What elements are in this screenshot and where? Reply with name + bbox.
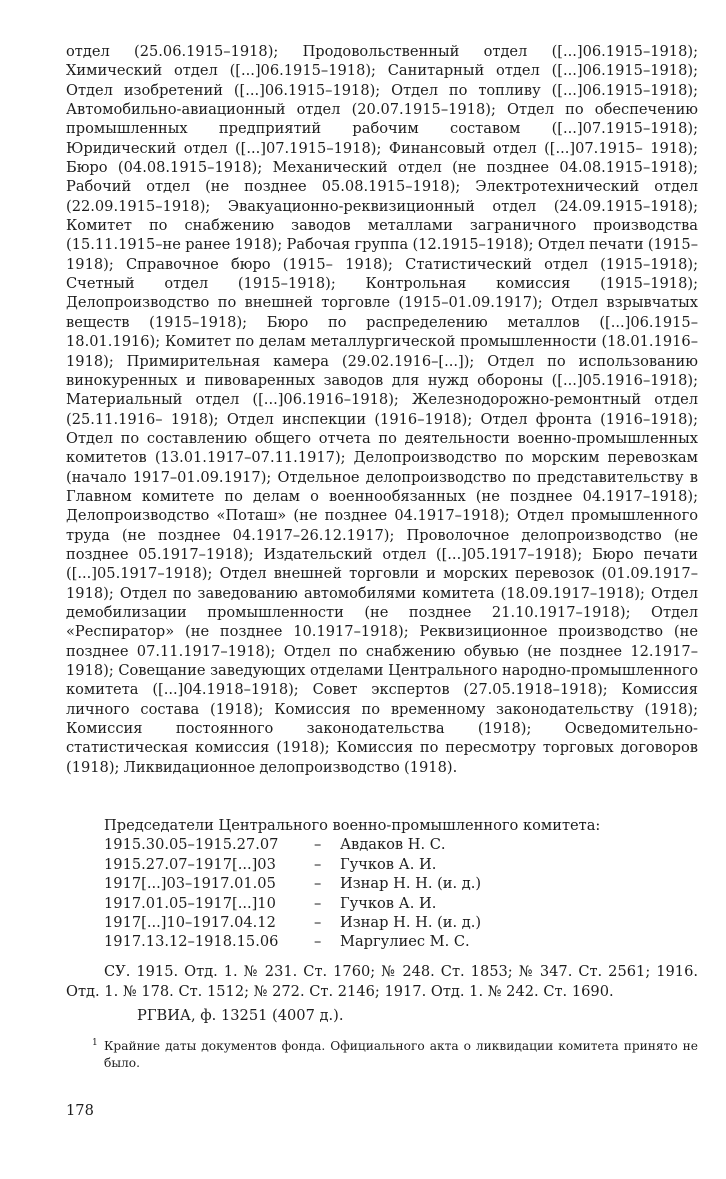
footnote-text: Крайние даты документов фонда. Официального акта о ликвидации комитета принято не было.: [104, 1039, 698, 1070]
chairman-row: [104, 855, 600, 874]
chairman-dash: –: [314, 836, 322, 854]
chairman-dash: –: [314, 894, 322, 912]
chairman-name: Маргулиес М. С.: [340, 933, 470, 951]
chairman-name: Изнар Н. Н. (и. д.): [340, 914, 482, 932]
chairman-name: Гучков А. И.: [340, 894, 437, 912]
chairman-dash: –: [314, 855, 322, 873]
chairmen-list: [104, 816, 600, 952]
body-paragraph: отдел (25.06.1915–1918); Продовольственный отдел ([...]06.1915–1918); Химический отдел ([...]06.1915–1918); Санитарный отдел ([...]06.1915–1918); Отдел изобретений ([...]06.1915–1918); Отдел по топливу ([...]06.1915–1918); Автомобильно-авиационный отдел (20.07.1915–1918); Отдел по обеспечению промышленных предприятий рабочим составом ([...]07.1915–1918); Юридический отдел ([...]07.1915–1918); Финансовый отдел ([...]07.1915– 1918); Бюро (04.08.1915–1918); Механический отдел (не позднее 04.08.1915–1918); Рабочий отдел (не позднее 05.08.1915–1918); Электротехнический отдел (22.09.1915–1918); Эвакуационно-реквизиционный отдел (24.09.1915–1918); Комитет по снабжению заводов металлами заграничного производства (15.11.1915–не ранее 1918); Рабочая группа (12.1915–1918); Отдел печати (1915–1918); Справочное бюро (1915– 1918); Статистический отдел (1915–1918); Счетный отдел (1915–1918); Контрольная комиссия (1915–1918); Делопроизводство по внешней торговле (1915–01.09.1917); Отдел взрывчатых веществ (1915–1918); Бюро по распределению металлов ([...]06.1915–18.01.1916); Комитет по делам металлургической промышленности (18.01.1916–1918); Примирительная камера (29.02.1916–[...]); Отдел по использованию винокуренных и пивоваренных заводов для нужд обороны ([...]05.1916–1918); Материальный отдел ([...]06.1916–1918); Железнодорожно-ремонтный отдел (25.11.1916– 1918); Отдел инспекции (1916–1918); Отдел фронта (1916–1918); Отдел по составлению общего отчета по деятельности военно-промышленных комитетов (13.01.1917–07.11.1917); Делопроизводство по морским перевозкам (начало 1917–01.09.1917); Отдельное делопроизводство по представительству в Главном комитете по делам о военнообязанных (не позднее 04.1917–1918); Делопроизводство «Поташ» (не позднее 04.1917–1918); Отдел промышленного труда (не позднее 04.1917–26.12.1917); Проволочное делопроизводство (не позднее 05.1917–1918); Издательский отдел ([...]05.1917–1918); Бюро печати ([...]05.1917–1918); Отдел внешней торговли и морских перевозок (01.09.1917–1918); Отдел по заведованию автомобилями комитета (18.09.1917–1918); Отдел демобилизации промышленности (не позднее 21.10.1917–1918); Отдел «Респиратор» (не позднее 10.1917–1918); Реквизиционное производство (не позднее 07.11.1917–1918); Отдел по снабжению обувью (не позднее 12.1917–1918); Совещание заведующих отделами Центрального народно-промышленного комитета ([...]04.1918–1918); Совет экспертов (27.05.1918–1918); Комиссия личного состава (1918); Комиссия по временному законодательству (1918); Комиссия постоянного законодательства (1918); Осведомительно-статистическая комиссия (1918); Комиссия по пересмотру торговых договоров (1918); Ликвидационное делопроизводство (1918).: [66, 43, 698, 776]
chairmen-title: Председатели Центрального военно-промышленного комитета:: [104, 817, 601, 834]
chairman-row: [104, 894, 600, 913]
chairman-dash: –: [314, 914, 322, 932]
chairman-dash: –: [314, 933, 322, 951]
chairman-name: Изнар Н. Н. (и. д.): [340, 875, 482, 893]
page-number: 178: [66, 1102, 94, 1119]
chairman-dates: 1917[...]10–1917.04.12: [104, 914, 276, 932]
chairman-dates: 1917.13.12–1918.15.06: [104, 933, 279, 951]
chairman-name: Гучков А. И.: [340, 855, 437, 873]
chairman-dates: 1915.30.05–1915.27.07: [104, 836, 279, 854]
footnote-mark: 1: [92, 1038, 98, 1048]
chairman-name: Авдаков Н. С.: [340, 836, 446, 854]
chairman-dates: 1915.27.07–1917[...]03: [104, 855, 276, 873]
chairman-dash: –: [314, 875, 322, 893]
chairman-dates: 1917.01.05–1917[...]10: [104, 894, 276, 912]
footnote: [92, 1038, 698, 1072]
chairman-row: [104, 874, 600, 893]
chairman-row: [104, 913, 600, 932]
chairman-row: [104, 932, 600, 951]
chairman-dates: 1917[...]03–1917.01.05: [104, 875, 276, 893]
chairman-row: [104, 835, 600, 854]
archive-reference: РГВИА, ф. 13251 (4007 д.).: [137, 1007, 344, 1024]
legal-sources: СУ. 1915. Отд. 1. № 231. Ст. 1760; № 248. Ст. 1853; № 347. Ст. 2561; 1916. Отд. 1. № 178. Ст. 1512; № 272. Ст. 2146; 1917. Отд. 1. № 242. Ст. 1690.: [66, 963, 698, 1000]
